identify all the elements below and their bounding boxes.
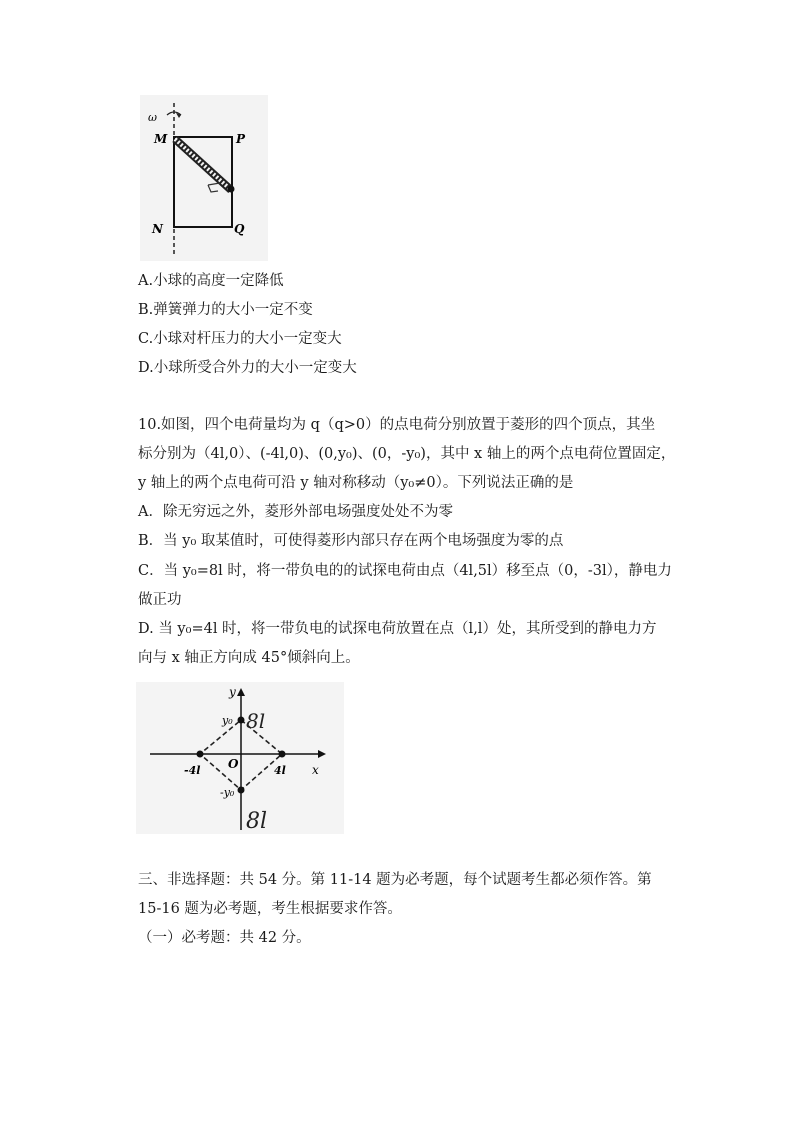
label-M: M bbox=[154, 132, 168, 146]
q10-stem-line-3: y 轴上的两个点电荷可沿 y 轴对称移动（y₀≠0）。下列说法正确的是 bbox=[138, 475, 574, 491]
label-omega: ω bbox=[148, 111, 157, 124]
rod-frame-diagram bbox=[140, 95, 268, 261]
rhombus-diagram bbox=[136, 682, 344, 834]
handwritten-8l-bottom: 8l bbox=[246, 809, 268, 834]
charge-top bbox=[238, 717, 245, 724]
q10-option-c-cont: 做正功 bbox=[138, 592, 182, 608]
q10-stem-line-1: 10.如图，四个电荷量均为 q（q>0）的点电荷分别放置于菱形的四个顶点，其坐 bbox=[138, 417, 656, 433]
handwritten-8l-top: 8l bbox=[246, 709, 266, 733]
ball bbox=[228, 186, 235, 193]
label-neg-y0: -y₀ bbox=[220, 786, 235, 799]
q10-option-d: D. 当 y₀=4l 时，将一带负电的试探电荷放置在点（l,l）处，其所受到的静电力方 bbox=[138, 621, 657, 637]
q10-option-b: B．当 y₀ 取某值时，可使得菱形内部只存在两个电场强度为零的点 bbox=[138, 533, 564, 549]
y-axis-arrow-icon bbox=[237, 688, 245, 696]
q10-option-c: C．当 y₀=8l 时，将一带负电的的试探电荷由点（4l,5l）移至点（0，-3l），静电力 bbox=[138, 563, 672, 579]
spring-mark bbox=[208, 183, 220, 192]
x-axis-arrow-icon bbox=[318, 750, 326, 758]
q9-option-a: A.小球的高度一定降低 bbox=[138, 273, 284, 289]
q10-stem-line-2: 标分别为（4l,0）、(-4l,0)、(0,y₀)、(0，-y₀)，其中 x 轴上的两个点电荷位置固定， bbox=[138, 446, 676, 462]
label-4l: 4l bbox=[274, 764, 286, 777]
q10-option-a: A．除无穷远之外，菱形外部电场强度处处不为零 bbox=[138, 504, 453, 520]
section3-line-1: 三、非选择题：共 54 分。第 11-14 题为必考题，每个试题考生都必须作答。第 bbox=[138, 872, 652, 888]
q10-option-d-cont: 向与 x 轴正方向成 45°倾斜向上。 bbox=[138, 650, 360, 666]
q9-option-b: B.弹簧弹力的大小一定不变 bbox=[138, 302, 313, 318]
charge-right bbox=[279, 751, 286, 758]
label-N: N bbox=[152, 222, 163, 236]
label-neg-4l: -4l bbox=[184, 764, 201, 777]
q9-option-d: D.小球所受合外力的大小一定变大 bbox=[138, 360, 357, 376]
label-P: P bbox=[236, 132, 246, 146]
label-origin: O bbox=[228, 757, 239, 771]
rod bbox=[175, 139, 231, 190]
section3-line-2: 15-16 题为必考题，考生根据要求作答。 bbox=[138, 901, 402, 917]
label-x: x bbox=[312, 763, 319, 777]
charge-bottom bbox=[238, 787, 245, 794]
figure-rhombus bbox=[136, 682, 344, 834]
label-Q: Q bbox=[234, 222, 245, 236]
section3-line-3: （一）必考题：共 42 分。 bbox=[138, 930, 311, 946]
charge-left bbox=[197, 751, 204, 758]
label-y: y bbox=[229, 685, 236, 699]
figure-rod-frame bbox=[140, 95, 268, 261]
label-y0: y₀ bbox=[222, 714, 233, 727]
q9-option-c: C.小球对杆压力的大小一定变大 bbox=[138, 331, 342, 347]
